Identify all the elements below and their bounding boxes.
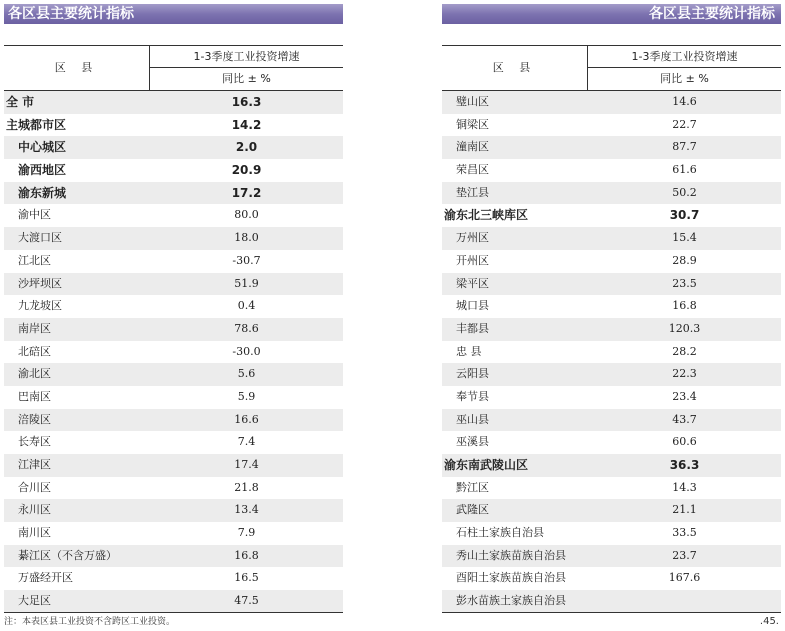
region-name: 大足区 (18, 594, 51, 608)
growth-value: 21.1 (672, 503, 697, 517)
growth-value: 21.8 (234, 480, 259, 494)
growth-value: 0.4 (237, 299, 256, 313)
table-row (4, 159, 343, 182)
region-name: 璧山区 (456, 95, 489, 108)
growth-value: 5.9 (237, 389, 256, 403)
right-header-unit: 同比 ± % (660, 72, 709, 85)
region-name: 潼南区 (456, 140, 489, 154)
growth-value: -30.7 (232, 253, 261, 267)
region-name: 长寿区 (18, 435, 51, 449)
growth-value: 120.3 (668, 321, 701, 335)
region-name: 綦江区（不含万盛） (18, 548, 117, 562)
region-name: 南川区 (18, 526, 51, 540)
region-name: 大渡口区 (18, 231, 62, 245)
region-name: 垫江县 (456, 185, 489, 199)
table-row (4, 431, 343, 454)
growth-value: 7.9 (237, 526, 256, 540)
table-row (4, 545, 343, 568)
region-name: 云阳县 (456, 367, 489, 381)
table-row (442, 136, 781, 159)
left-table-body (4, 91, 343, 613)
region-name: 主城都市区 (6, 117, 67, 132)
table-row (4, 204, 343, 227)
table-row (4, 227, 343, 250)
growth-value: 15.4 (672, 231, 697, 245)
right-bottom-rule (442, 612, 781, 613)
table-row (442, 273, 781, 296)
table-row (442, 318, 781, 341)
growth-value: 28.9 (672, 253, 697, 267)
table-row (4, 341, 343, 364)
right-table-body (442, 91, 781, 613)
region-name: 开州区 (456, 253, 489, 267)
growth-value: 23.7 (672, 548, 697, 562)
growth-value: 22.7 (672, 117, 697, 131)
region-name: 荣昌区 (456, 163, 489, 177)
growth-value: 16.8 (234, 548, 259, 562)
region-name: 江北区 (18, 253, 51, 267)
growth-value: 33.5 (672, 526, 697, 540)
growth-value: 51.9 (234, 276, 259, 290)
region-name: 巫溪县 (456, 435, 489, 449)
region-name: 渝中区 (18, 208, 51, 222)
growth-value: 87.7 (672, 140, 697, 154)
left-banner-title: 各区县主要统计指标 (4, 4, 343, 24)
growth-value: 16.5 (234, 571, 259, 585)
left-header-unit: 同比 ± % (222, 72, 271, 85)
region-name: 梁平区 (456, 276, 489, 290)
region-name: 彭水苗族土家族自治县 (456, 594, 566, 608)
growth-value: 16.3 (231, 95, 262, 109)
growth-value: 60.6 (672, 435, 697, 449)
table-row (4, 182, 343, 205)
region-name: 奉节县 (456, 389, 489, 403)
table-row (442, 250, 781, 273)
table-row (4, 295, 343, 318)
region-name: 武隆区 (456, 503, 489, 517)
region-name: 忠 县 (456, 344, 482, 358)
growth-value: 43.7 (672, 412, 697, 426)
table-row (442, 114, 781, 137)
table-row (442, 545, 781, 568)
table-row (442, 477, 781, 500)
table-row (442, 363, 781, 386)
growth-value: 14.6 (672, 95, 697, 108)
table-row (4, 318, 343, 341)
growth-value: 36.3 (669, 458, 700, 472)
right-table-header (442, 45, 781, 91)
region-name: 南岸区 (18, 321, 51, 335)
right-banner-title: 各区县主要统计指标 (442, 4, 781, 24)
region-name: 铜梁区 (456, 117, 489, 131)
page-number: .45. (759, 616, 779, 627)
table-row (442, 499, 781, 522)
table-row (4, 363, 343, 386)
table-row (4, 454, 343, 477)
table-row (442, 204, 781, 227)
table-row (442, 567, 781, 590)
region-name: 涪陵区 (18, 412, 51, 426)
growth-value: 61.6 (672, 163, 697, 177)
table-row (442, 295, 781, 318)
growth-value: 80.0 (234, 208, 259, 222)
left-header-region: 区 县 (4, 46, 150, 90)
growth-value: 22.3 (672, 367, 697, 381)
right-header-region: 区 县 (442, 46, 588, 90)
growth-value: 23.5 (672, 276, 697, 290)
region-name: 石柱土家族自治县 (456, 526, 544, 540)
growth-value: 20.9 (231, 163, 262, 178)
growth-value: 30.7 (669, 208, 700, 223)
table-row (4, 477, 343, 500)
region-name: 渝北区 (18, 367, 51, 381)
right-header-metric: 1-3季度工业投资增速 (588, 46, 781, 68)
region-name: 城口县 (456, 299, 489, 313)
growth-value: 14.2 (231, 117, 262, 132)
growth-value: 17.4 (234, 458, 259, 471)
table-row (442, 227, 781, 250)
table-row (4, 567, 343, 590)
table-row (4, 409, 343, 432)
region-name: 巴南区 (18, 389, 51, 403)
region-name: 丰都县 (456, 321, 489, 335)
region-name: 巫山县 (456, 412, 489, 426)
growth-value: 16.6 (234, 412, 259, 426)
table-row (442, 159, 781, 182)
growth-value: -30.0 (232, 344, 261, 358)
region-name: 酉阳土家族苗族自治县 (456, 571, 566, 585)
table-row (442, 386, 781, 409)
table-row (442, 454, 781, 477)
growth-value: 14.3 (672, 480, 697, 494)
region-name: 渝东北三峡库区 (444, 208, 529, 223)
region-name: 全 市 (6, 95, 35, 109)
growth-value: 16.8 (672, 299, 697, 313)
table-row (4, 386, 343, 409)
table-row (4, 273, 343, 296)
growth-value: 7.4 (237, 435, 256, 449)
region-name: 合川区 (18, 480, 51, 494)
table-row (4, 114, 343, 137)
table-row (442, 409, 781, 432)
region-name: 北碚区 (18, 344, 51, 358)
table-row (442, 590, 781, 613)
region-name: 江津区 (18, 458, 51, 471)
table-row (442, 522, 781, 545)
growth-value: 28.2 (672, 344, 697, 358)
growth-value: 167.6 (668, 571, 701, 585)
left-table-header (4, 45, 343, 91)
growth-value: 18.0 (234, 231, 259, 245)
growth-value: 2.0 (235, 140, 258, 155)
table-row (4, 499, 343, 522)
growth-value: 50.2 (672, 185, 697, 199)
left-bottom-rule (4, 612, 343, 613)
table-row (4, 250, 343, 273)
growth-value: 5.6 (237, 367, 256, 381)
table-row (442, 91, 781, 114)
region-name: 中心城区 (18, 140, 67, 155)
region-name: 渝西地区 (18, 163, 67, 178)
region-name: 万盛经开区 (18, 571, 73, 585)
left-header-metric: 1-3季度工业投资增速 (150, 46, 343, 68)
region-name: 渝东新城 (18, 185, 67, 200)
table-row (442, 431, 781, 454)
growth-value: 17.2 (231, 185, 262, 200)
region-name: 秀山土家族苗族自治县 (456, 548, 566, 562)
growth-value: 47.5 (234, 594, 259, 608)
table-row (4, 522, 343, 545)
region-name: 九龙坡区 (18, 299, 62, 313)
table-row (4, 91, 343, 114)
growth-value: 23.4 (672, 389, 697, 403)
region-name: 沙坪坝区 (18, 276, 62, 290)
region-name: 万州区 (456, 231, 489, 245)
region-name: 永川区 (18, 503, 51, 517)
region-name: 渝东南武陵山区 (444, 458, 529, 472)
table-row (4, 590, 343, 613)
footnote: 注：本表区县工业投资不含跨区工业投资。 (4, 617, 176, 627)
region-name: 黔江区 (456, 480, 489, 494)
table-row (4, 136, 343, 159)
table-row (442, 341, 781, 364)
table-row (442, 182, 781, 205)
growth-value: 13.4 (234, 503, 259, 517)
growth-value: 78.6 (234, 321, 259, 335)
